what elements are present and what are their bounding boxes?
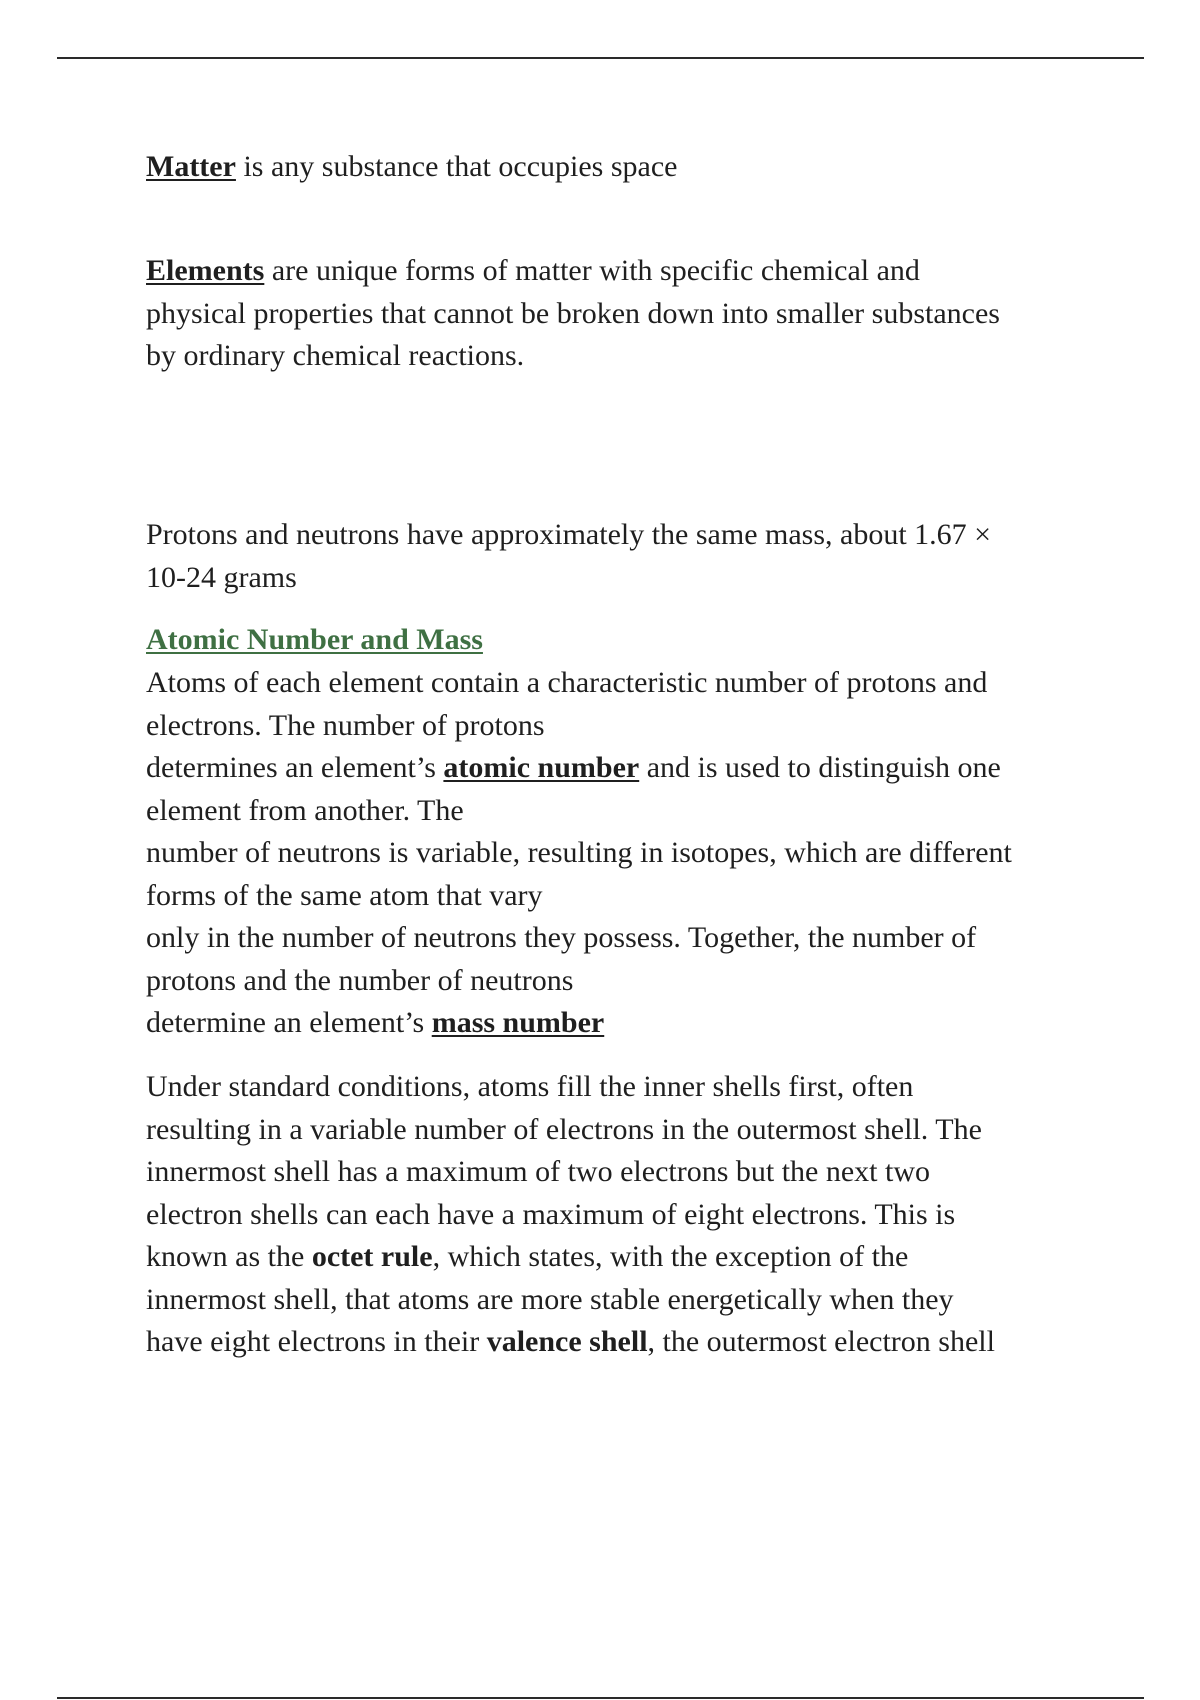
elements-term: Elements <box>146 254 265 287</box>
octet-line-7-post: , the outermost electron shell <box>647 1325 995 1358</box>
matter-rest: is any substance that occupies space <box>235 150 678 183</box>
protons-line-1: Protons and neutrons have approximately the same mass, about 1.67 × <box>146 518 992 551</box>
atomic-line-3-pre: determines an element’s <box>146 751 444 784</box>
atomic-line-3-post: and is used to distinguish one <box>639 751 1001 784</box>
octet-rule-paragraph <box>146 1066 1096 1364</box>
matter-definition <box>146 146 1096 189</box>
valence-shell-term: valence shell <box>486 1325 648 1358</box>
protons-line-2: 10-24 grams <box>146 560 297 594</box>
octet-line-5-pre: known as the <box>146 1240 312 1273</box>
octet-line-3: innermost shell has a maximum of two electrons but the next two <box>146 1155 931 1188</box>
elements-line-3: by ordinary chemical reactions. <box>146 339 525 372</box>
atomic-line-7: only in the number of neutrons they possess. Together, the number of <box>146 921 977 954</box>
bottom-rule <box>57 1697 1144 1699</box>
atomic-number-heading: Atomic Number and Mass <box>146 623 483 656</box>
atomic-line-8: protons and the number of neutrons <box>146 963 574 997</box>
atomic-line-9 <box>146 1002 1096 1045</box>
octet-line-7-pre: have eight electrons in their <box>146 1325 487 1358</box>
matter-line <box>146 146 1096 189</box>
atomic-line-3 <box>146 747 1096 790</box>
top-rule <box>57 57 1144 59</box>
atomic-line-9-pre: determine an element’s <box>146 1006 432 1039</box>
octet-line-4: electron shells can each have a maximum of eight electrons. This is <box>146 1197 956 1231</box>
octet-rule-term: octet rule <box>311 1240 433 1273</box>
elements-line-1 <box>146 250 1096 293</box>
atomic-line-6: forms of the same atom that vary <box>146 878 543 912</box>
atomic-line-5: number of neutrons is variable, resulting in isotopes, which are different <box>146 836 1012 869</box>
atomic-line-1: Atoms of each element contain a characteristic number of protons and <box>146 666 988 699</box>
octet-line-2: resulting in a variable number of electrons in the outermost shell. The <box>146 1112 982 1146</box>
atomic-number-term: atomic number <box>443 751 640 784</box>
elements-rest: are unique forms of matter with specific chemical and <box>264 254 920 287</box>
octet-line-6: innermost shell, that atoms are more stable energetically when they <box>146 1282 954 1316</box>
octet-line-5-post: , which states, with the exception of the <box>432 1240 909 1273</box>
matter-term: Matter <box>146 150 236 183</box>
atomic-number-paragraph <box>146 662 1096 1045</box>
mass-number-term: mass number <box>431 1006 605 1039</box>
atomic-line-2: electrons. The number of protons <box>146 708 545 742</box>
octet-line-7 <box>146 1321 1096 1364</box>
octet-line-1: Under standard conditions, atoms fill the inner shells first, often <box>146 1070 914 1103</box>
protons-paragraph <box>146 514 1096 599</box>
elements-line-2: physical properties that cannot be broken down into smaller substances <box>146 296 1000 330</box>
atomic-line-4: element from another. The <box>146 793 464 827</box>
elements-definition <box>146 250 1096 378</box>
octet-line-5 <box>146 1236 1096 1279</box>
